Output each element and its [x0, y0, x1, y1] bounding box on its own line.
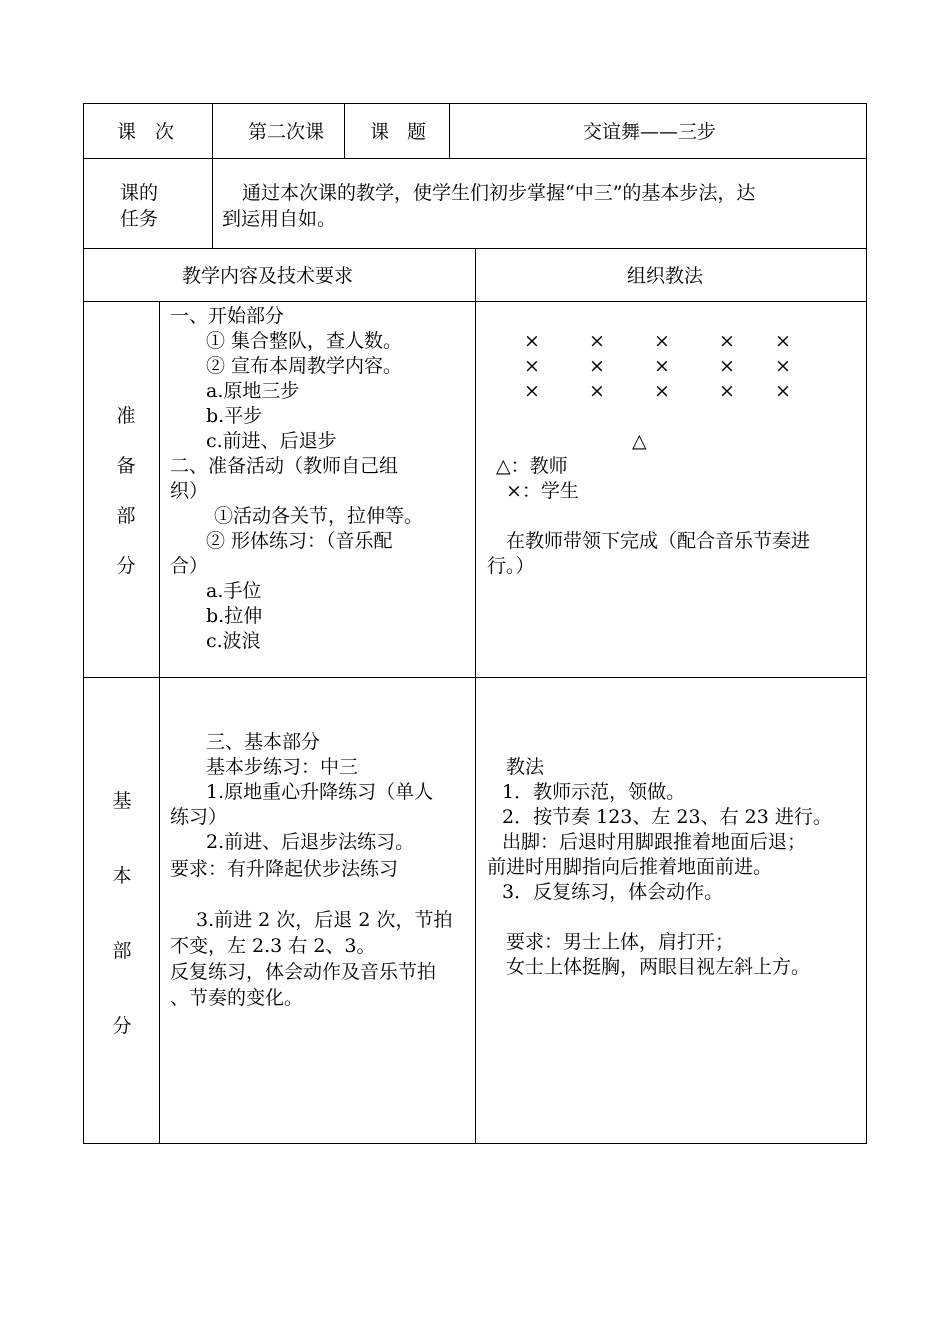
student-mark: × — [775, 355, 791, 377]
student-mark: × — [589, 380, 605, 402]
table-border-bottom — [83, 1143, 867, 1144]
legend-student: ×：学生 — [506, 480, 579, 502]
prep-content-line: ① 集合整队，查人数。 — [206, 330, 403, 352]
col-divider-section-label — [159, 301, 160, 1143]
table-border-right — [866, 103, 867, 1143]
task-label-line1: 课的 — [120, 182, 159, 204]
teacher-mark: △ — [632, 430, 647, 452]
prep-label-char: 准 — [116, 405, 136, 427]
basic-label-char: 基 — [112, 790, 132, 812]
task-text-line1: 通过本次课的教学，使学生们初步掌握“中三”的基本步法，达 — [242, 182, 756, 204]
basic-content-line: 3.前进 2 次，后退 2 次，节拍 — [196, 909, 453, 931]
basic-content-line: 1.原地重心升降练习（单人 — [206, 781, 434, 803]
basic-method-line: 前进时用脚指向后推着地面前进。 — [487, 856, 773, 878]
col-divider-content-method — [475, 248, 476, 1143]
col-divider-header-1 — [212, 103, 213, 248]
student-mark: × — [589, 355, 605, 377]
prep-content-line: b.拉伸 — [206, 605, 263, 627]
basic-method-line: 要求：男士上体，肩打开； — [506, 931, 735, 953]
prep-content-line: ①活动各关节，拉伸等。 — [214, 505, 424, 527]
basic-content-line: 2.前进、后退步法练习。 — [206, 831, 415, 853]
basic-label-char: 分 — [112, 1015, 132, 1037]
basic-content-line: 反复练习，体会动作及音乐节拍 — [170, 961, 437, 983]
basic-method-line: 出脚：后退时用脚跟推着地面后退； — [502, 831, 807, 853]
col-divider-header-3 — [449, 103, 450, 158]
prep-method-line1: 在教师带领下完成（配合音乐节奏进 — [506, 530, 811, 552]
prep-content-line: ② 形体练习：（音乐配 — [206, 530, 393, 552]
lesson-label: 课 次 — [117, 121, 175, 143]
basic-label-char: 本 — [112, 865, 132, 887]
basic-content-line: 、节奏的变化。 — [170, 987, 304, 1009]
student-mark: × — [719, 380, 735, 402]
student-mark: × — [589, 330, 605, 352]
topic-label: 课 题 — [370, 121, 433, 143]
legend-teacher: △：教师 — [496, 455, 568, 477]
prep-label-char: 部 — [116, 505, 136, 527]
prep-method-line2: 行。） — [487, 555, 535, 577]
content-column-header: 教学内容及技术要求 — [182, 265, 354, 287]
row-divider-1 — [83, 158, 867, 159]
prep-content-line: b.平步 — [206, 405, 263, 427]
table-border-top — [83, 103, 867, 104]
student-mark: × — [654, 380, 670, 402]
prep-content-line: c.前进、后退步 — [206, 430, 337, 452]
topic-value: 交谊舞——三步 — [583, 121, 717, 143]
basic-content-line: 三、基本部分 — [206, 731, 321, 753]
prep-content-line: 二、准备活动（教师自己组 — [170, 455, 399, 477]
task-text-line2: 到运用自如。 — [222, 208, 337, 230]
student-mark: × — [775, 330, 791, 352]
prep-content-line: 织） — [170, 480, 209, 502]
student-mark: × — [654, 330, 670, 352]
method-column-header: 组织教法 — [627, 265, 704, 287]
table-border-left — [83, 103, 84, 1143]
basic-method-line: 2．按节奏 123、左 23、右 23 进行。 — [502, 806, 832, 828]
student-mark: × — [524, 380, 540, 402]
lesson-value: 第二次课 — [248, 121, 325, 143]
student-mark: × — [775, 380, 791, 402]
basic-method-line: 女士上体挺胸，两眼目视左斜上方。 — [506, 956, 811, 978]
prep-label-char: 分 — [116, 555, 136, 577]
student-mark: × — [524, 355, 540, 377]
task-label-line2: 任务 — [120, 208, 159, 230]
basic-method-line: 1．教师示范，领做。 — [502, 781, 686, 803]
prep-content-line: 合） — [170, 555, 209, 577]
prep-content-line: 一、开始部分 — [170, 305, 285, 327]
prep-content-line: a.手位 — [206, 580, 262, 602]
student-mark: × — [719, 355, 735, 377]
student-mark: × — [524, 330, 540, 352]
prep-content-line: c.波浪 — [206, 630, 261, 652]
basic-content-line: 基本步练习：中三 — [206, 756, 359, 778]
basic-method-line: 教法 — [506, 756, 545, 778]
basic-content-line: 不变，左 2.3 右 2、3。 — [170, 935, 376, 957]
prep-content-line: ② 宣布本周教学内容。 — [206, 355, 403, 377]
col-divider-header-2 — [344, 103, 345, 158]
prep-label-char: 备 — [116, 455, 136, 477]
student-mark: × — [719, 330, 735, 352]
student-mark: × — [654, 355, 670, 377]
basic-method-line: 3．反复练习，体会动作。 — [502, 881, 724, 903]
basic-content-line: 练习） — [170, 806, 228, 828]
basic-label-char: 部 — [112, 940, 132, 962]
prep-content-line: a.原地三步 — [206, 380, 300, 402]
basic-content-line: 要求：有升降起伏步法练习 — [170, 858, 399, 880]
